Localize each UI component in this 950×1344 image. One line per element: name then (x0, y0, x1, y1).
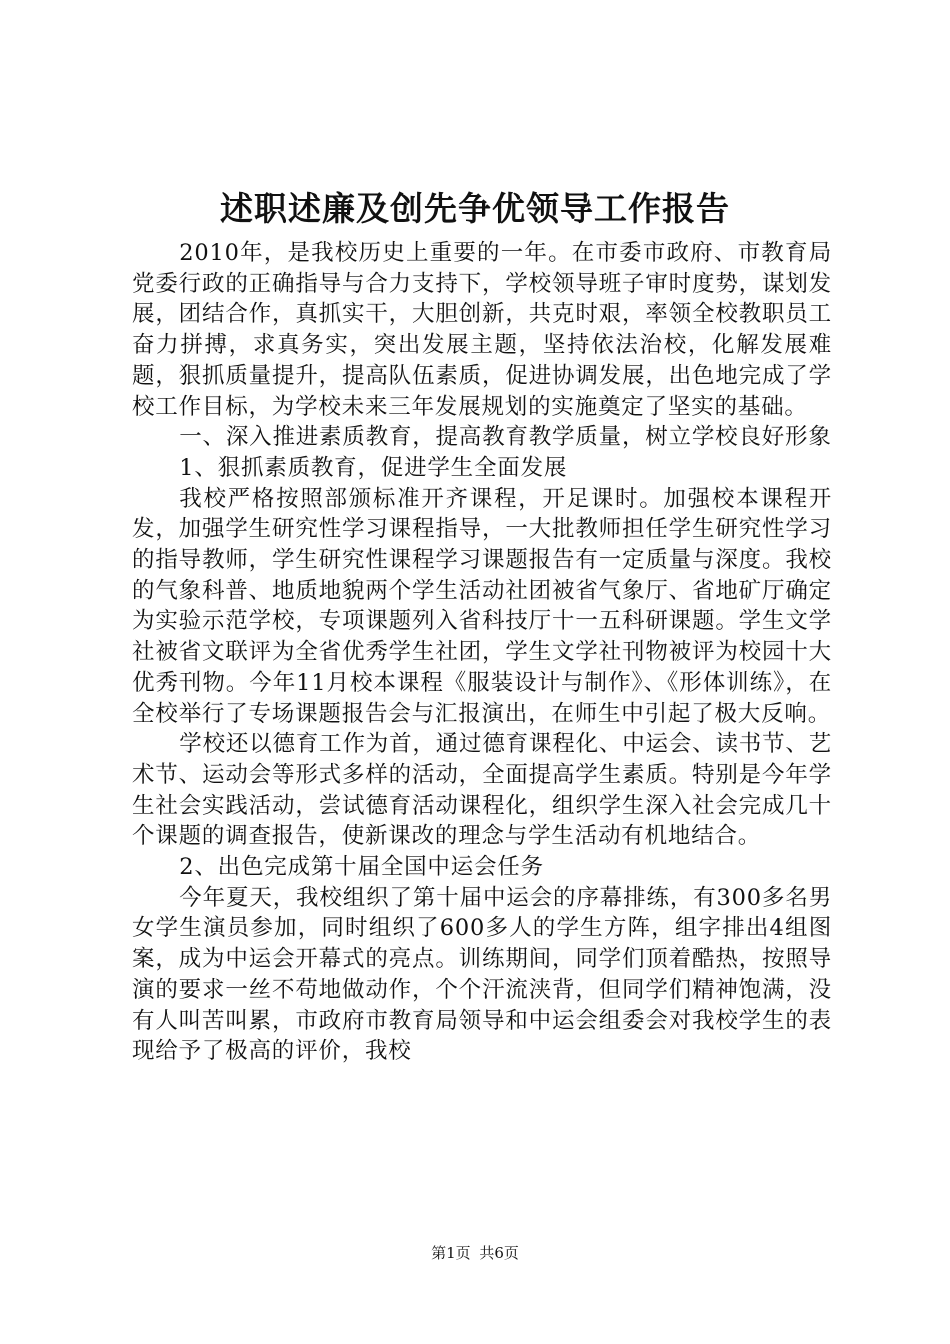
paragraph-games: 今年夏天，我校组织了第十届中运会的序幕排练，有300多名男女学生演员参加，同时组织了600多人的学生方阵，组字排出4组图案，成为中运会开幕式的亮点。训练期间，同学们顶着酷热，按照导演的要求一丝不苟地做动作，个个汗流浃背，但同学们精神饱满，没有人叫苦叫累，市政府市教育局领导和中运会组委会对我校学生的表现给予了极高的评价，我校 (132, 884, 832, 1065)
paragraph-moral-education: 学校还以德育工作为首，通过德育课程化、中运会、读书节、艺术节、运动会等形式多样的活动，全面提高学生素质。特别是今年学生社会实践活动，尝试德育活动课程化，组织学生深入社会完成几十个课题的调查报告，使新课改的理念与学生活动有机地结合。 (132, 731, 832, 850)
page-number: 第1页 (431, 1244, 471, 1262)
document-title: 述职述廉及创先争优领导工作报告 (220, 189, 730, 228)
document-body (132, 238, 832, 1067)
subsection-heading-1: 1、狠抓素质教育，促进学生全面发展 (179, 454, 568, 481)
paragraph-intro: 2010年，是我校历史上重要的一年。在市委市政府、市教育局党委行政的正确指导与合力支持下，学校领导班子审时度势，谋划发展，团结合作，真抓实干，大胆创新，共克时艰，率领全校教职员工奋力拼搏，求真务实，突出发展主题，坚持依法治校，化解发展难题，狠抓质量提升，提高队伍素质，促进协调发展，出色地完成了学校工作目标，为学校未来三年发展规划的实施奠定了坚实的基础。 (132, 240, 832, 420)
page-footer (0, 1243, 950, 1263)
paragraph-curriculum: 我校严格按照部颁标准开齐课程，开足课时。加强校本课程开发，加强学生研究性学习课程指导，一大批教师担任学生研究性学习的指导教师，学生研究性课程学习课题报告有一定质量与深度。我校的气象科普、地质地貌两个学生活动社团被省气象厅、省地矿厅确定为实验示范学校，专项课题列入省科技厅十一五科研课题。学生文学社被省文联评为全省优秀学生社团，学生文学社刊物被评为校园十大优秀刊物。今年11月校本课程《服装设计与制作》、《形体训练》，在全校举行了专场课题报告会与汇报演出，在师生中引起了极大反响。 (132, 485, 832, 727)
section-heading-1: 一、深入推进素质教育，提高教育教学质量，树立学校良好形象 (179, 424, 832, 451)
subsection-heading-2: 2、出色完成第十届全国中运会任务 (179, 854, 544, 881)
page-total: 共6页 (479, 1244, 519, 1262)
